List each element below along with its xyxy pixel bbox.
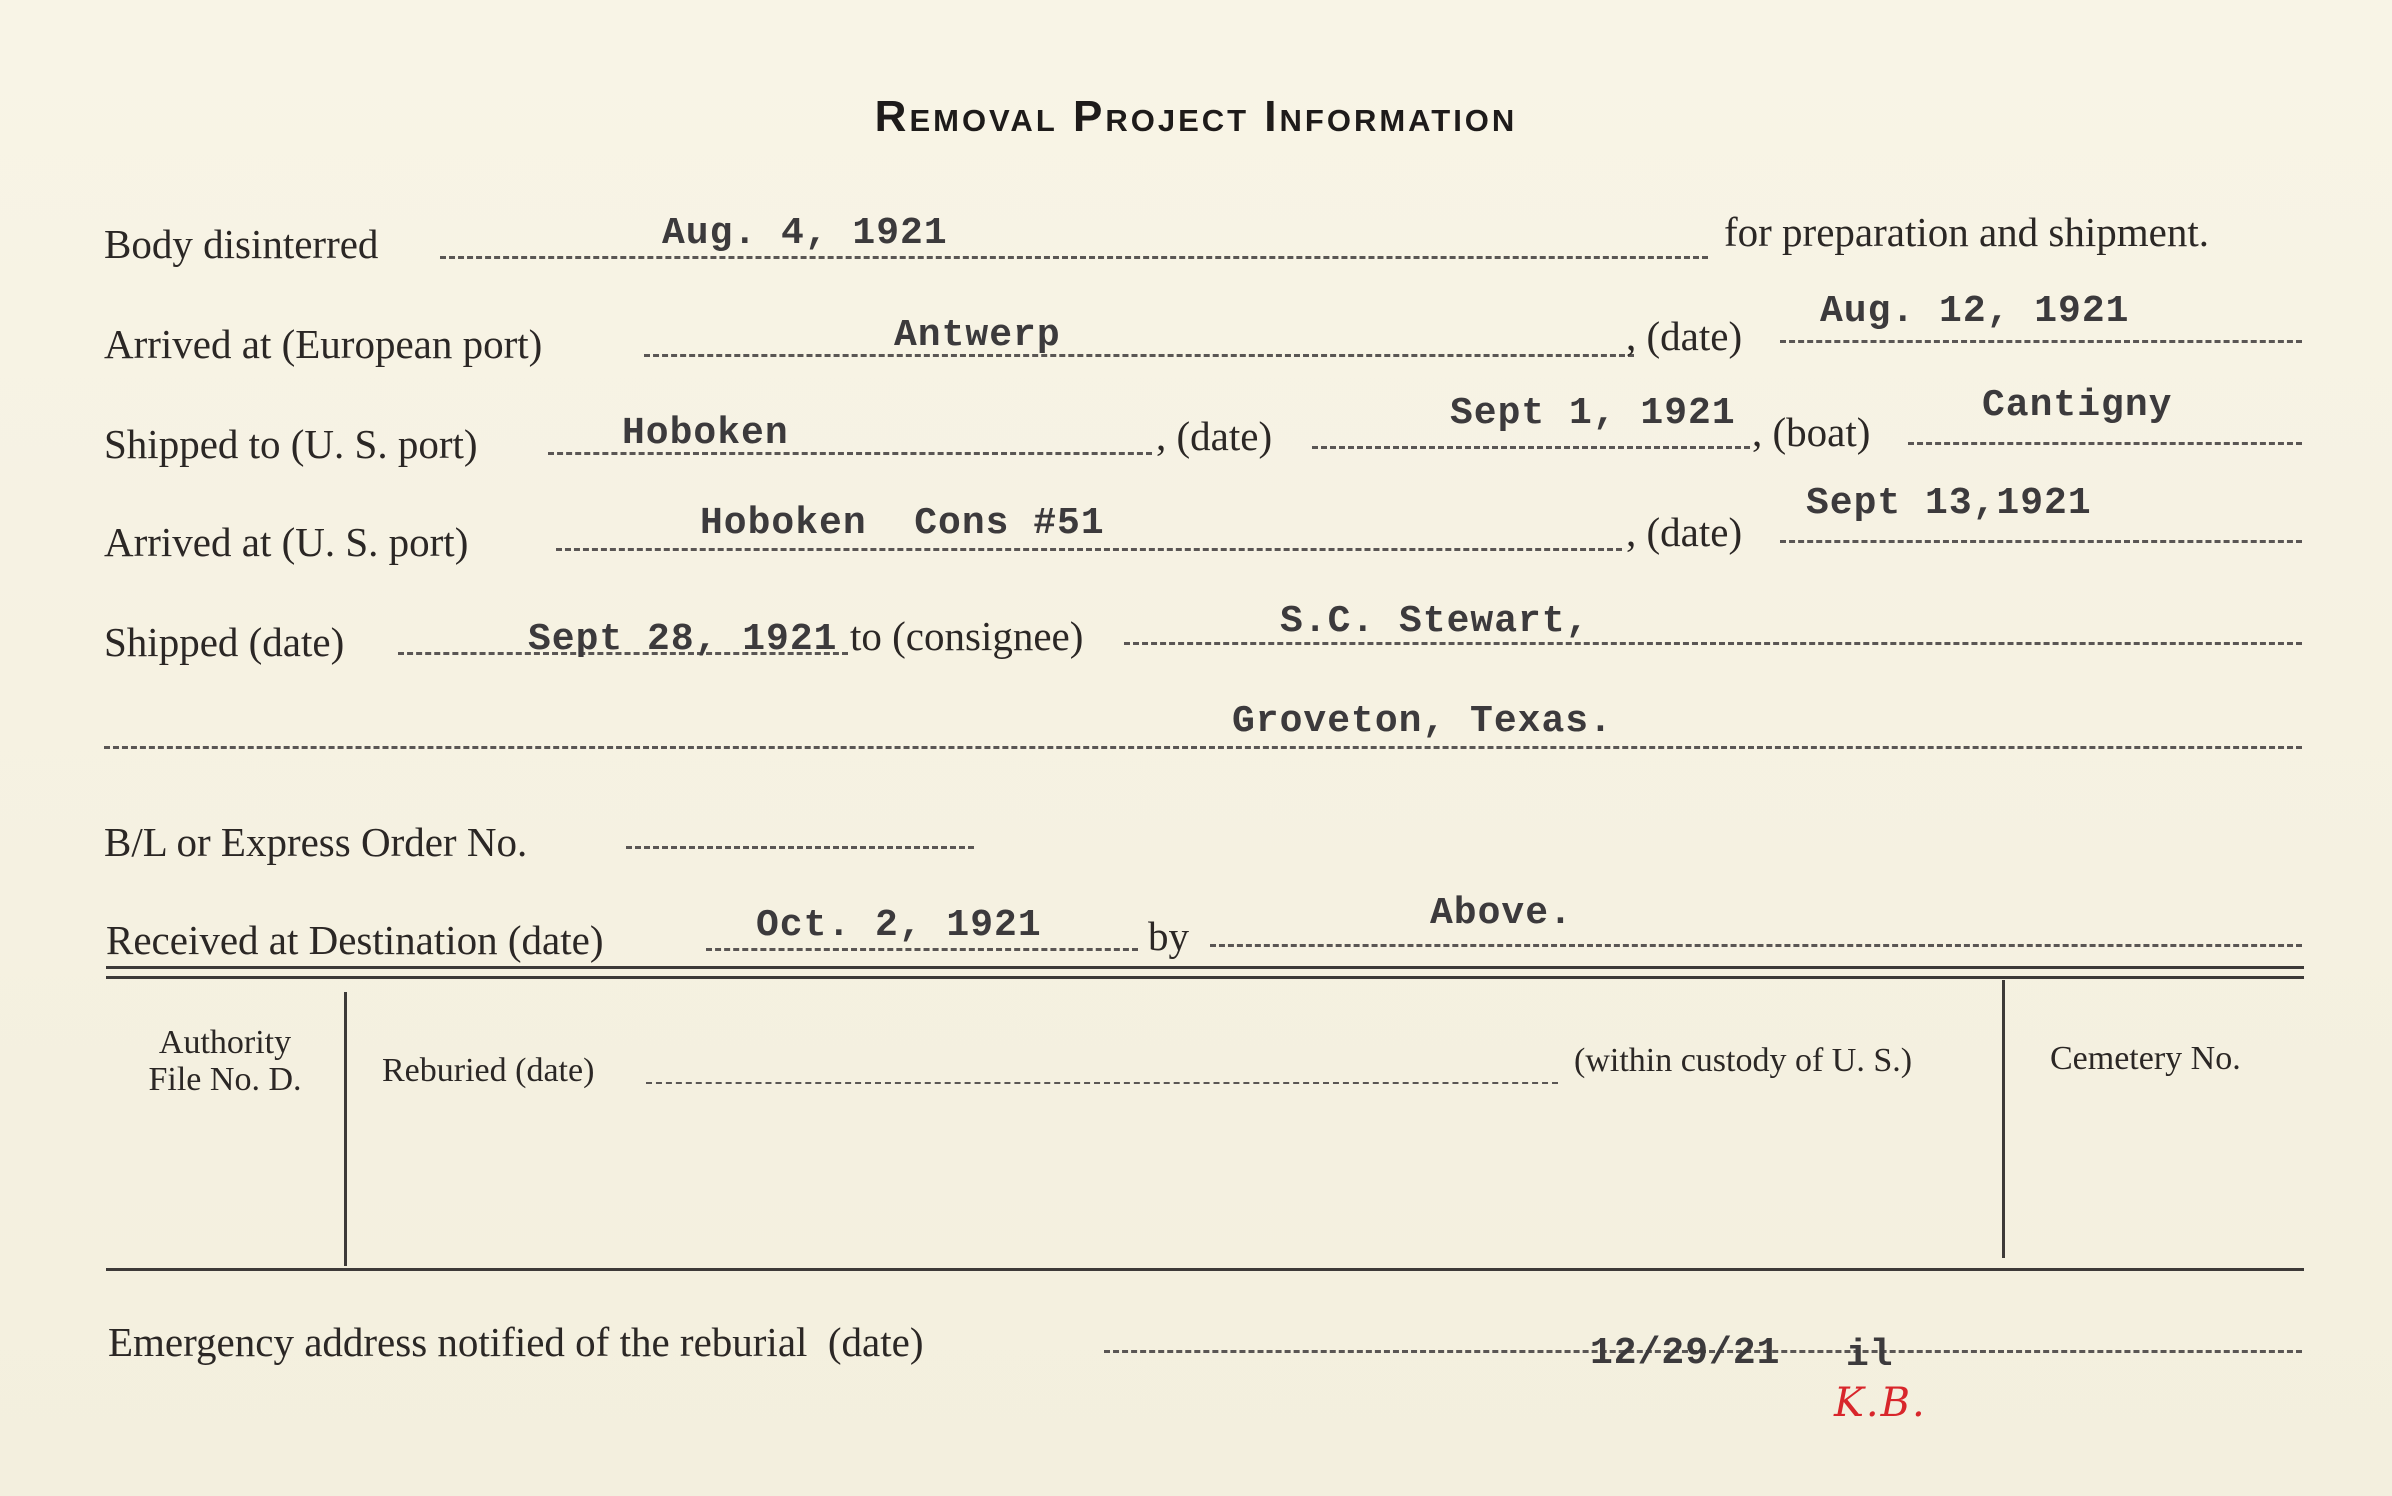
custody-label: (within custody of U. S.) [1574, 1042, 1913, 1079]
received-by: Above. [1430, 892, 1573, 935]
us-ship-date: Sept 1, 1921 [1450, 392, 1736, 435]
boat-label: , (boat) [1752, 409, 1871, 455]
us-arrival-date-label: , (date) [1626, 509, 1743, 555]
us-arrival-date: Sept 13,1921 [1806, 482, 2092, 525]
boat-name: Cantigny [1982, 384, 2173, 427]
bl-line [626, 846, 974, 849]
box-top-rule-2 [106, 976, 2304, 979]
reburied-label: Reburied (date) [382, 1052, 595, 1089]
us-arrival-port: Hoboken Cons #51 [700, 502, 1105, 545]
box-top-rule-1 [106, 966, 2304, 969]
us-ship-label: Shipped to (U. S. port) [104, 421, 478, 467]
authority-line-1: Authority [158, 1024, 292, 1061]
received-by-line [1210, 944, 2302, 947]
consignee-label: to (consignee) [850, 613, 1084, 659]
cemetery-label: Cemetery No. [2050, 1040, 2241, 1077]
us-ship-port: Hoboken [622, 412, 789, 455]
authority-line-2: File No. D. [148, 1061, 302, 1099]
consignee-name: S.C. Stewart, [1280, 600, 1590, 643]
shipped-label: Shipped (date) [104, 619, 345, 665]
received-date: Oct. 2, 1921 [756, 904, 1042, 947]
euro-port-date: Aug. 12, 1921 [1820, 290, 2130, 333]
consignee-address-line [104, 746, 2302, 749]
received-line [706, 948, 1138, 951]
disinterred-label: Body disinterred [104, 221, 379, 267]
emergency-mark: il [1846, 1334, 1894, 1377]
reburied-line [646, 1082, 1558, 1084]
emergency-date: 12/29/21 [1590, 1332, 1781, 1375]
us-ship-date-label: , (date) [1156, 413, 1273, 459]
shipped-date: Sept 28, 1921 [528, 618, 838, 661]
box-bottom-rule [106, 1268, 2304, 1271]
authority-file-label [130, 1024, 320, 1099]
received-by-label: by [1148, 913, 1189, 959]
us-arrival-label: Arrived at (U. S. port) [104, 519, 469, 565]
euro-port-date-line [1780, 340, 2302, 343]
consignee-address: Groveton, Texas. [1232, 700, 1613, 743]
disinterred-line [440, 256, 1708, 259]
disinterred-suffix: for preparation and shipment. [1724, 209, 2210, 255]
us-ship-date-line [1312, 446, 1750, 449]
us-arrival-line [556, 548, 1622, 551]
us-arrival-date-line [1780, 540, 2302, 543]
box-divider-right [2002, 980, 2005, 1258]
box-divider-left [344, 992, 347, 1266]
bl-label: B/L or Express Order No. [104, 819, 528, 865]
disinterred-date: Aug. 4, 1921 [662, 212, 948, 255]
boat-line [1908, 442, 2302, 445]
received-label: Received at Destination (date) [106, 917, 604, 963]
euro-port-line [644, 354, 1634, 357]
page-title: Removal Project Information [874, 92, 1518, 141]
red-initials: K.B. [1834, 1380, 1927, 1426]
euro-port-value: Antwerp [894, 314, 1061, 357]
euro-port-date-label: , (date) [1626, 313, 1743, 359]
emergency-label: Emergency address notified of the reburial (date) [108, 1319, 924, 1365]
euro-port-label: Arrived at (European port) [104, 321, 543, 367]
